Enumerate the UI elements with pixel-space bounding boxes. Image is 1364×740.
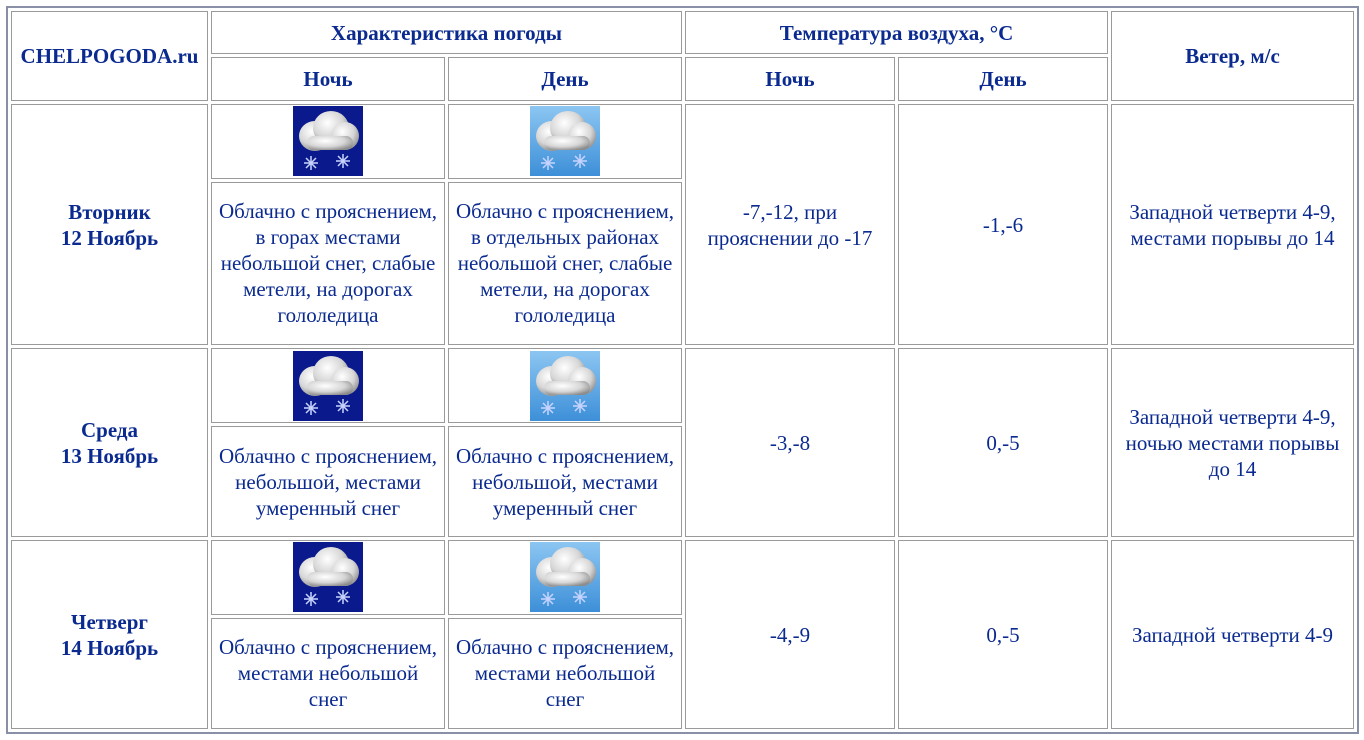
night-icon-cell xyxy=(211,104,445,179)
header-weather-night: Ночь xyxy=(211,57,445,100)
header-weather: Характеристика погоды xyxy=(211,11,682,54)
day-icon-cell xyxy=(448,540,682,615)
site-brand: CHELPOGODA.ru xyxy=(11,11,208,101)
temp-night: -3,-8 xyxy=(685,348,895,537)
temp-day: 0,-5 xyxy=(898,540,1108,729)
night-desc: Облачно с прояснением, местами небольшой снег xyxy=(211,618,445,729)
temp-night: -4,-9 xyxy=(685,540,895,729)
night-desc: Облачно с прояснением, в горах местами небольшой снег, слабые метели, на дорогах гололедица xyxy=(211,182,445,346)
cloud-snow-day-icon xyxy=(530,542,600,612)
date: 14 Ноябрь xyxy=(60,635,159,660)
cloud-snow-day-icon xyxy=(530,106,600,176)
header-weather-day: День xyxy=(448,57,682,100)
day-desc: Облачно с прояснением, местами небольшой снег xyxy=(448,618,682,729)
temp-day: -1,-6 xyxy=(898,104,1108,345)
date: 13 Ноябрь xyxy=(60,443,159,468)
wind: Западной четверти 4-9 xyxy=(1111,540,1354,729)
day-icon-cell xyxy=(448,348,682,423)
temp-night: -7,-12, при прояснении до -17 xyxy=(685,104,895,345)
night-desc: Облачно с прояснением, небольшой, местами умеренный снег xyxy=(211,426,445,537)
forecast-table xyxy=(6,6,1359,734)
date: 12 Ноябрь xyxy=(60,225,159,250)
cloud-snow-night-icon xyxy=(293,106,363,176)
weekday: Вторник xyxy=(68,199,151,224)
temp-day: 0,-5 xyxy=(898,348,1108,537)
day-icon-cell xyxy=(448,104,682,179)
header-wind: Ветер, м/с xyxy=(1111,11,1354,101)
day-desc: Облачно с прояснением, небольшой, местами умеренный снег xyxy=(448,426,682,537)
day-desc: Облачно с прояснением, в отдельных районах небольшой снег, слабые метели, на дорогах гололедица xyxy=(448,182,682,346)
day-cell xyxy=(11,348,208,537)
weekday: Среда xyxy=(80,417,138,442)
cloud-snow-day-icon xyxy=(530,351,600,421)
night-icon-cell xyxy=(211,540,445,615)
cloud-snow-night-icon xyxy=(293,351,363,421)
header-temp-day: День xyxy=(898,57,1108,100)
day-cell xyxy=(11,104,208,345)
header-temperature: Температура воздуха, °C xyxy=(685,11,1108,54)
day-cell xyxy=(11,540,208,729)
cloud-snow-night-icon xyxy=(293,542,363,612)
header-temp-night: Ночь xyxy=(685,57,895,100)
wind: Западной четверти 4-9, ночью местами порывы до 14 xyxy=(1111,348,1354,537)
wind: Западной четверти 4-9, местами порывы до 14 xyxy=(1111,104,1354,345)
weekday: Четверг xyxy=(71,609,148,634)
night-icon-cell xyxy=(211,348,445,423)
